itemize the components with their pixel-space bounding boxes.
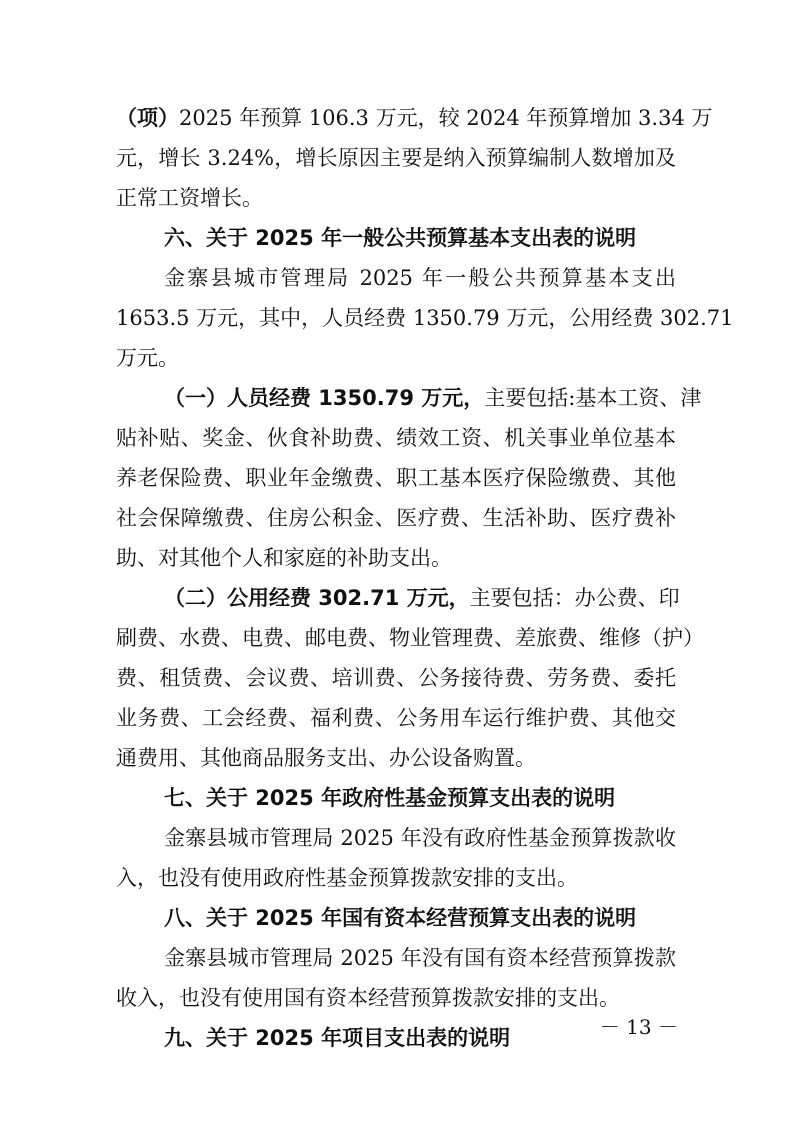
text-line-10: 养老保险费、职业年金缴费、职工基本医疗保险缴费、其他 bbox=[116, 466, 676, 490]
public-expense-line bbox=[164, 583, 680, 613]
text-line-1 bbox=[116, 103, 713, 133]
text-line-2: 元，增长 3.24%，增长原因主要是纳入预算编制人数增加及 bbox=[116, 146, 676, 170]
personnel-expense-label: （一）人员经费 1350.79 万元， bbox=[164, 386, 485, 410]
text-line-20: 入，也没有使用政府性基金预算拨款安排的支出。 bbox=[116, 866, 578, 890]
section-heading-8: 八、关于 2025 年国有资本经营预算支出表的说明 bbox=[164, 906, 637, 930]
text-line-6: 1653.5 万元，其中，人员经费 1350.79 万元，公用经费 302.71 bbox=[116, 306, 734, 330]
text-line-14: 刷费、水费、电费、邮电费、物业管理费、差旅费、维修（护） bbox=[116, 626, 704, 650]
paragraph-6-start: 金寨县城市管理局 2025 年一般公共预算基本支出 bbox=[164, 266, 676, 290]
personnel-expense-intro: 主要包括:基本工资、津 bbox=[484, 386, 702, 410]
section-heading-9: 九、关于 2025 年项目支出表的说明 bbox=[164, 1026, 511, 1050]
text-line-17: 通费用、其他商品服务支出、办公设备购置。 bbox=[116, 746, 536, 770]
section-heading-6: 六、关于 2025 年一般公共预算基本支出表的说明 bbox=[164, 226, 637, 250]
text-line-9: 贴补贴、奖金、伙食补助费、绩效工资、机关事业单位基本 bbox=[116, 426, 676, 450]
personnel-expense-line bbox=[164, 383, 702, 413]
text-line-11: 社会保障缴费、住房公积金、医疗费、生活补助、医疗费补 bbox=[116, 506, 676, 530]
section-heading-7: 七、关于 2025 年政府性基金预算支出表的说明 bbox=[164, 786, 616, 810]
text-line-23: 收入，也没有使用国有资本经营预算拨款安排的支出。 bbox=[116, 986, 620, 1010]
text-line-7: 万元。 bbox=[116, 346, 179, 370]
paragraph-7-start: 金寨县城市管理局 2025 年没有政府性基金预算拨款收 bbox=[164, 826, 676, 850]
text-line-12: 助、对其他个人和家庭的补助支出。 bbox=[116, 546, 452, 570]
paragraph-8-start: 金寨县城市管理局 2025 年没有国有资本经营预算拨款 bbox=[164, 946, 676, 970]
public-expense-intro: 主要包括：办公费、印 bbox=[469, 586, 680, 610]
text-line-15: 费、租赁费、会议费、培训费、公务接待费、劳务费、委托 bbox=[116, 666, 676, 690]
text-line-1-rest: 2025 年预算 106.3 万元，较 2024 年预算增加 3.34 万 bbox=[179, 106, 713, 130]
page-number: － 13 － bbox=[599, 1015, 678, 1039]
public-expense-label: （二）公用经费 302.71 万元， bbox=[164, 586, 470, 610]
item-label: （项） bbox=[116, 106, 179, 130]
text-line-16: 业务费、工会经费、福利费、公务用车运行维护费、其他交 bbox=[116, 706, 676, 730]
text-line-3: 正常工资增长。 bbox=[116, 186, 263, 210]
